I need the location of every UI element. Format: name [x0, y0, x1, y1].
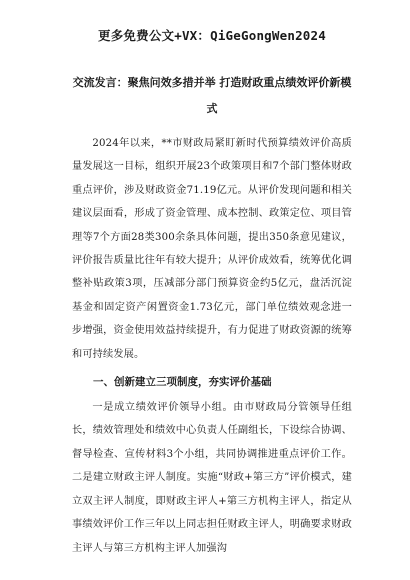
header-banner: 更多免费公文+VX：QiGeGongWen2024: [98, 28, 326, 43]
intro-paragraph: 2024年以来，**市财政局紧盯新时代预算绩效评价高质量发展这一目标，组织开展23个政策项目和7个部门整体财政重点评价，涉及财政资金71.19亿元。从评价发现问题和相关建议层面看，形成了资金管理、成本控制、政策定位、项目管理等7个方面28类300余条具体问题，提出350条意见建议，评价报告质量比往年有较大提升；从评价成效看，统筹优化调整补贴政策3项，压减部分部门预算资金约5亿元，盘活沉淀基金和固定资产闲置资金1.73亿元，部门单位绩效观念进一步增强，资金使用效益持续提升，有力促进了财政资源的统筹和可持续发展。: [72, 138, 352, 360]
document-title: 交流发言：聚焦问效多措并举 打造财政重点绩效评价新模式: [72, 76, 352, 115]
section-1-paragraph: 一是成立绩效评价领导小组。由市财政局分管领导任组长，绩效管理处和绩效中心负责人任副组长，下设综合协调、督导检查、宣传材料3个小组，共同协调推进重点评价工作。二是建立财政主评人制度。实施“财政+第三方”评价模式，建立双主评人制度，即财政主评人+第三方机构主评人，指定从事绩效评价工作三年以上同志担任财政主评人，明确要求财政主评人与第三方机构主评人加强沟: [72, 402, 352, 554]
section-heading-1: 一、创新建立三项制度，夯实评价基础: [93, 376, 272, 389]
